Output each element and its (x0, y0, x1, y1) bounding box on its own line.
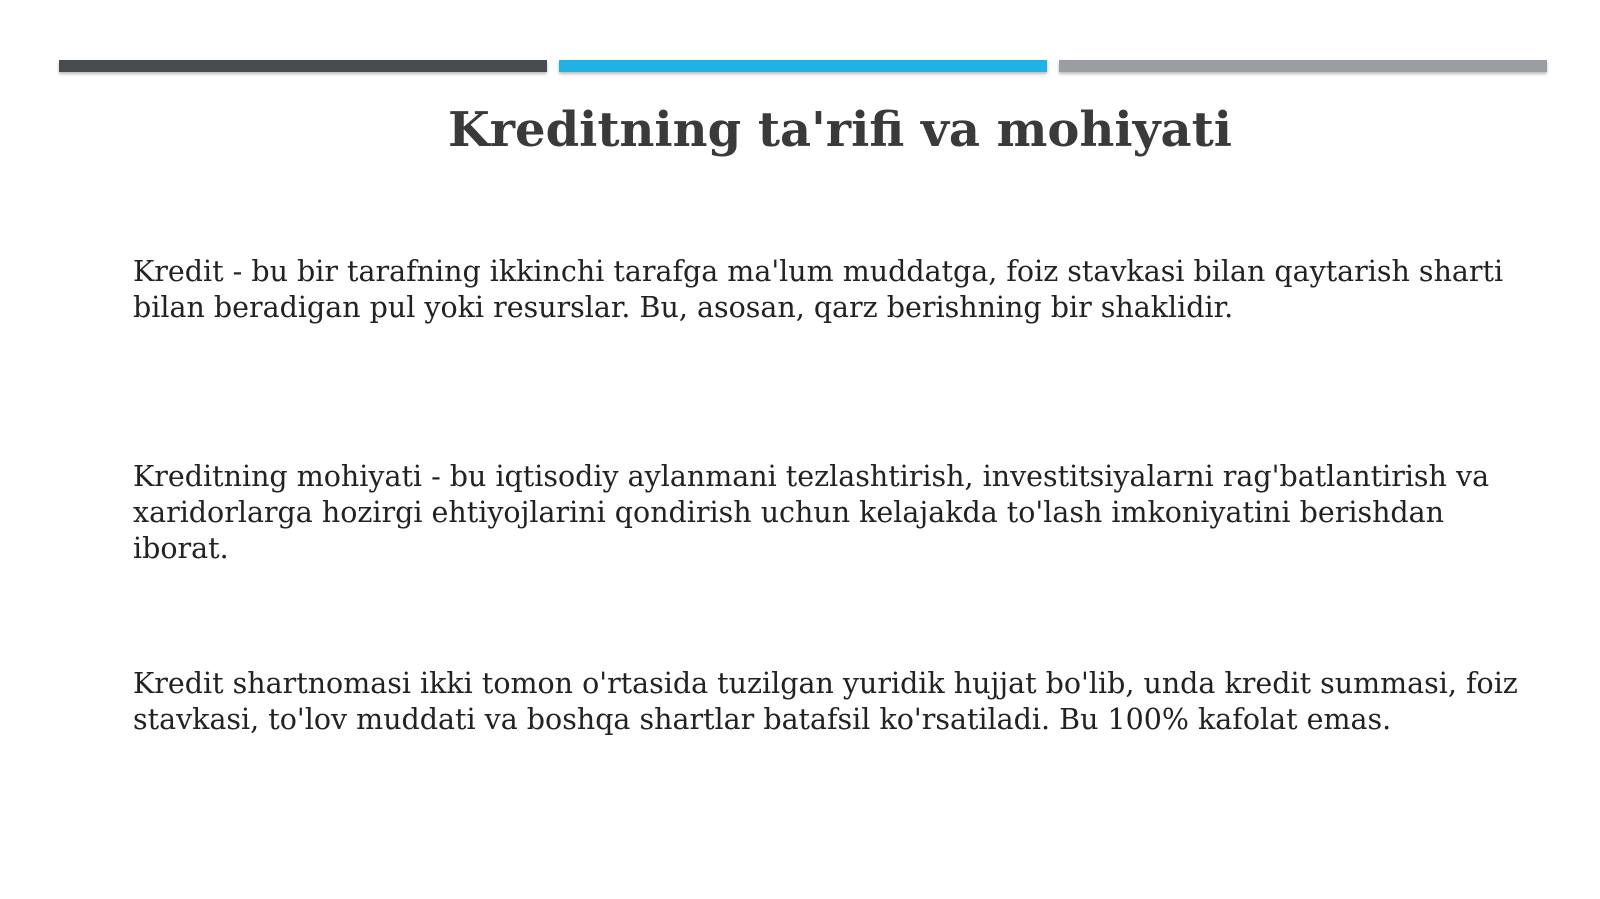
paragraph-contract: Kredit shartnomasi ikki tomon o'rtasida tuzilgan yuridik hujjat bo'lib, unda kredit summasi, foiz stavkasi, to'lov muddati va boshqa shartlar batafsil ko'rsatiladi. Bu 100% kafolat emas. (133, 667, 1518, 736)
paragraph-essence: Kreditning mohiyati - bu iqtisodiy aylanmani tezlashtirish, investitsiyalarni rag'batlantirish va xaridorlarga hozirgi ehtiyojlarini qondirish uchun kelajakda to'lash imkoniyatini berishdan iborat. (133, 460, 1490, 565)
accent-bar-blue (559, 60, 1047, 72)
accent-bar-dark (59, 60, 547, 72)
paragraph-definition: Kredit - bu bir tarafning ikkinchi tarafga ma'lum muddatga, foiz stavkasi bilan qaytarish sharti bilan beradigan pul yoki resurslar. Bu, asosan, qarz berishning bir shaklidir. (133, 255, 1504, 324)
accent-bar-gray (1059, 60, 1547, 72)
slide-title: Kreditning ta'rifi va mohiyati (448, 102, 1232, 158)
